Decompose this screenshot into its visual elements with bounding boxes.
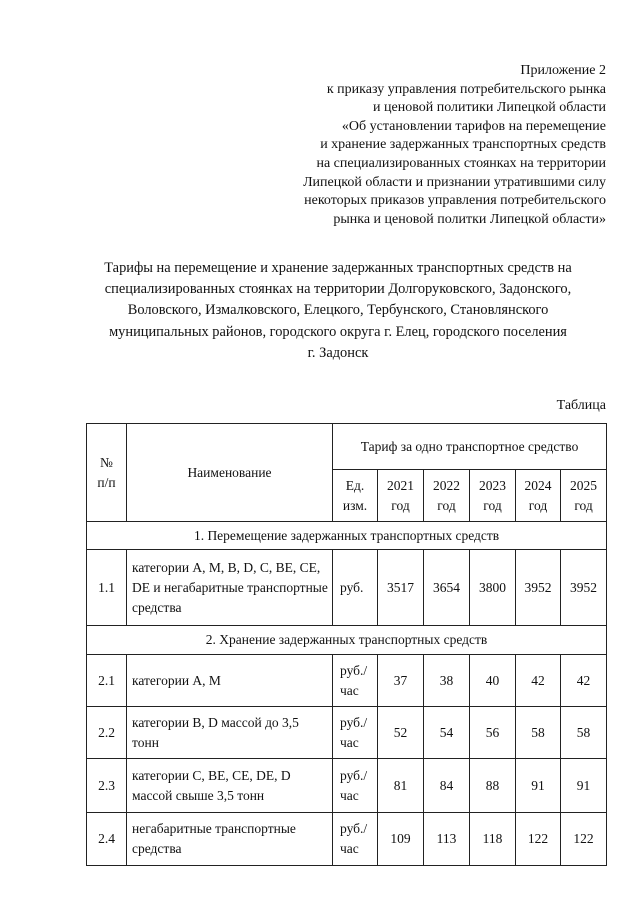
unit-line: час	[340, 841, 359, 856]
title-line: специализированных стоянках на территории Долгоруковского, Задонского,	[104, 281, 572, 298]
header-row	[87, 424, 607, 470]
table-row	[87, 655, 607, 707]
header-tariff-cell: Тариф за одно транспортное средство	[333, 424, 607, 470]
table-row	[87, 707, 607, 759]
header-unit-line: изм.	[342, 497, 368, 513]
year-number: 2025	[570, 477, 598, 493]
table-row	[87, 550, 607, 626]
row-value: 91	[516, 759, 561, 813]
row-number: 2.2	[87, 707, 127, 759]
row-value: 37	[378, 655, 424, 707]
table-row	[87, 813, 607, 866]
row-value: 3952	[561, 550, 607, 626]
header-year-cell	[378, 470, 424, 522]
row-value: 109	[378, 813, 424, 866]
appendix-line: на специализированных стоянках на территории	[316, 155, 606, 171]
unit-line: руб./	[340, 821, 368, 836]
row-value: 40	[470, 655, 516, 707]
row-unit	[333, 813, 378, 866]
row-value: 113	[424, 813, 470, 866]
row-name: негабаритные транспортные средства	[127, 813, 333, 866]
header-year-cell	[470, 470, 516, 522]
appendix-line: и хранение задержанных транспортных средств	[320, 137, 606, 153]
appendix-line: «Об установлении тарифов на перемещение	[341, 118, 606, 134]
appendix-block	[303, 62, 606, 229]
row-unit: руб.	[333, 550, 378, 626]
unit-line: час	[340, 682, 359, 698]
unit-line: час	[340, 787, 359, 803]
row-value: 122	[561, 813, 607, 866]
row-value: 42	[561, 655, 607, 707]
unit-line: руб./	[340, 662, 368, 678]
document-title	[78, 258, 598, 364]
row-value: 91	[561, 759, 607, 813]
row-unit	[333, 655, 378, 707]
year-suffix: год	[528, 497, 548, 513]
row-number: 2.4	[87, 813, 127, 866]
row-number: 2.1	[87, 655, 127, 707]
year-suffix: год	[437, 497, 456, 513]
row-value: 42	[516, 655, 561, 707]
appendix-line: рынка и ценовой политки Липецкой области»	[333, 211, 606, 227]
row-value: 54	[424, 707, 470, 759]
section-title: 1. Перемещение задержанных транспортных средств	[87, 522, 607, 550]
row-unit	[333, 759, 378, 813]
row-number: 1.1	[87, 550, 127, 626]
header-number-cell	[87, 424, 127, 522]
table-caption: Таблица	[556, 398, 606, 413]
section-title: 2. Хранение задержанных транспортных средств	[87, 626, 607, 655]
appendix-line: и ценовой политики Липецкой области	[373, 100, 606, 116]
appendix-line: Приложение 2	[520, 63, 606, 78]
row-value: 3800	[470, 550, 516, 626]
row-value: 84	[424, 759, 470, 813]
year-number: 2024	[524, 477, 552, 493]
row-value: 58	[516, 707, 561, 759]
header-year-cell	[424, 470, 470, 522]
row-value: 122	[516, 813, 561, 866]
title-line: муниципальных районов, городского округа г. Елец, городского поселения	[109, 323, 567, 340]
row-value: 58	[561, 707, 607, 759]
header-unit-line: Ед.	[345, 477, 365, 493]
header-number-symbol: №	[100, 454, 113, 470]
year-suffix: год	[391, 497, 410, 513]
year-number: 2021	[387, 477, 414, 493]
row-value: 3952	[516, 550, 561, 626]
section-row	[87, 522, 607, 550]
year-suffix: год	[574, 497, 593, 513]
row-value: 118	[470, 813, 516, 866]
title-line: Воловского, Измалковского, Елецкого, Тербунского, Становлянского	[127, 302, 549, 319]
year-number: 2023	[479, 477, 506, 493]
row-value: 3654	[424, 550, 470, 626]
header-year-cell	[561, 470, 607, 522]
year-number: 2022	[433, 477, 460, 493]
appendix-line: к приказу управления потребительского рынка	[326, 81, 606, 97]
row-value: 56	[470, 707, 516, 759]
row-name: категории А, М, В, D, С, BE, CE, DE и негабаритные транспортные средства	[127, 550, 333, 626]
row-value: 88	[470, 759, 516, 813]
row-name: категории С, ВЕ, СЕ, DE, D массой свыше 3,5 тонн	[127, 759, 333, 813]
row-unit	[333, 707, 378, 759]
appendix-line: Липецкой области и признании утратившими силу	[303, 174, 606, 190]
title-line: г. Задонск	[307, 344, 369, 361]
unit-line: час	[340, 734, 359, 750]
header-unit-cell	[333, 470, 378, 522]
appendix-line: некоторых приказов управления потребительского	[304, 193, 606, 209]
row-value: 81	[378, 759, 424, 813]
row-name: категории В, D массой до 3,5 тонн	[127, 707, 333, 759]
header-number-abbr: п/п	[97, 474, 116, 490]
year-suffix: год	[483, 497, 502, 513]
row-number: 2.3	[87, 759, 127, 813]
section-row	[87, 626, 607, 655]
row-name: категории А, М	[127, 655, 333, 707]
header-name-cell: Наименование	[127, 424, 333, 522]
unit-line: руб./	[340, 767, 368, 783]
row-value: 3517	[378, 550, 424, 626]
header-year-cell	[516, 470, 561, 522]
tariff-table	[86, 423, 607, 866]
row-value: 38	[424, 655, 470, 707]
title-line: Тарифы на перемещение и хранение задержанных транспортных средств на	[104, 260, 572, 276]
row-value: 52	[378, 707, 424, 759]
unit-line: руб./	[340, 714, 368, 730]
table-row	[87, 759, 607, 813]
